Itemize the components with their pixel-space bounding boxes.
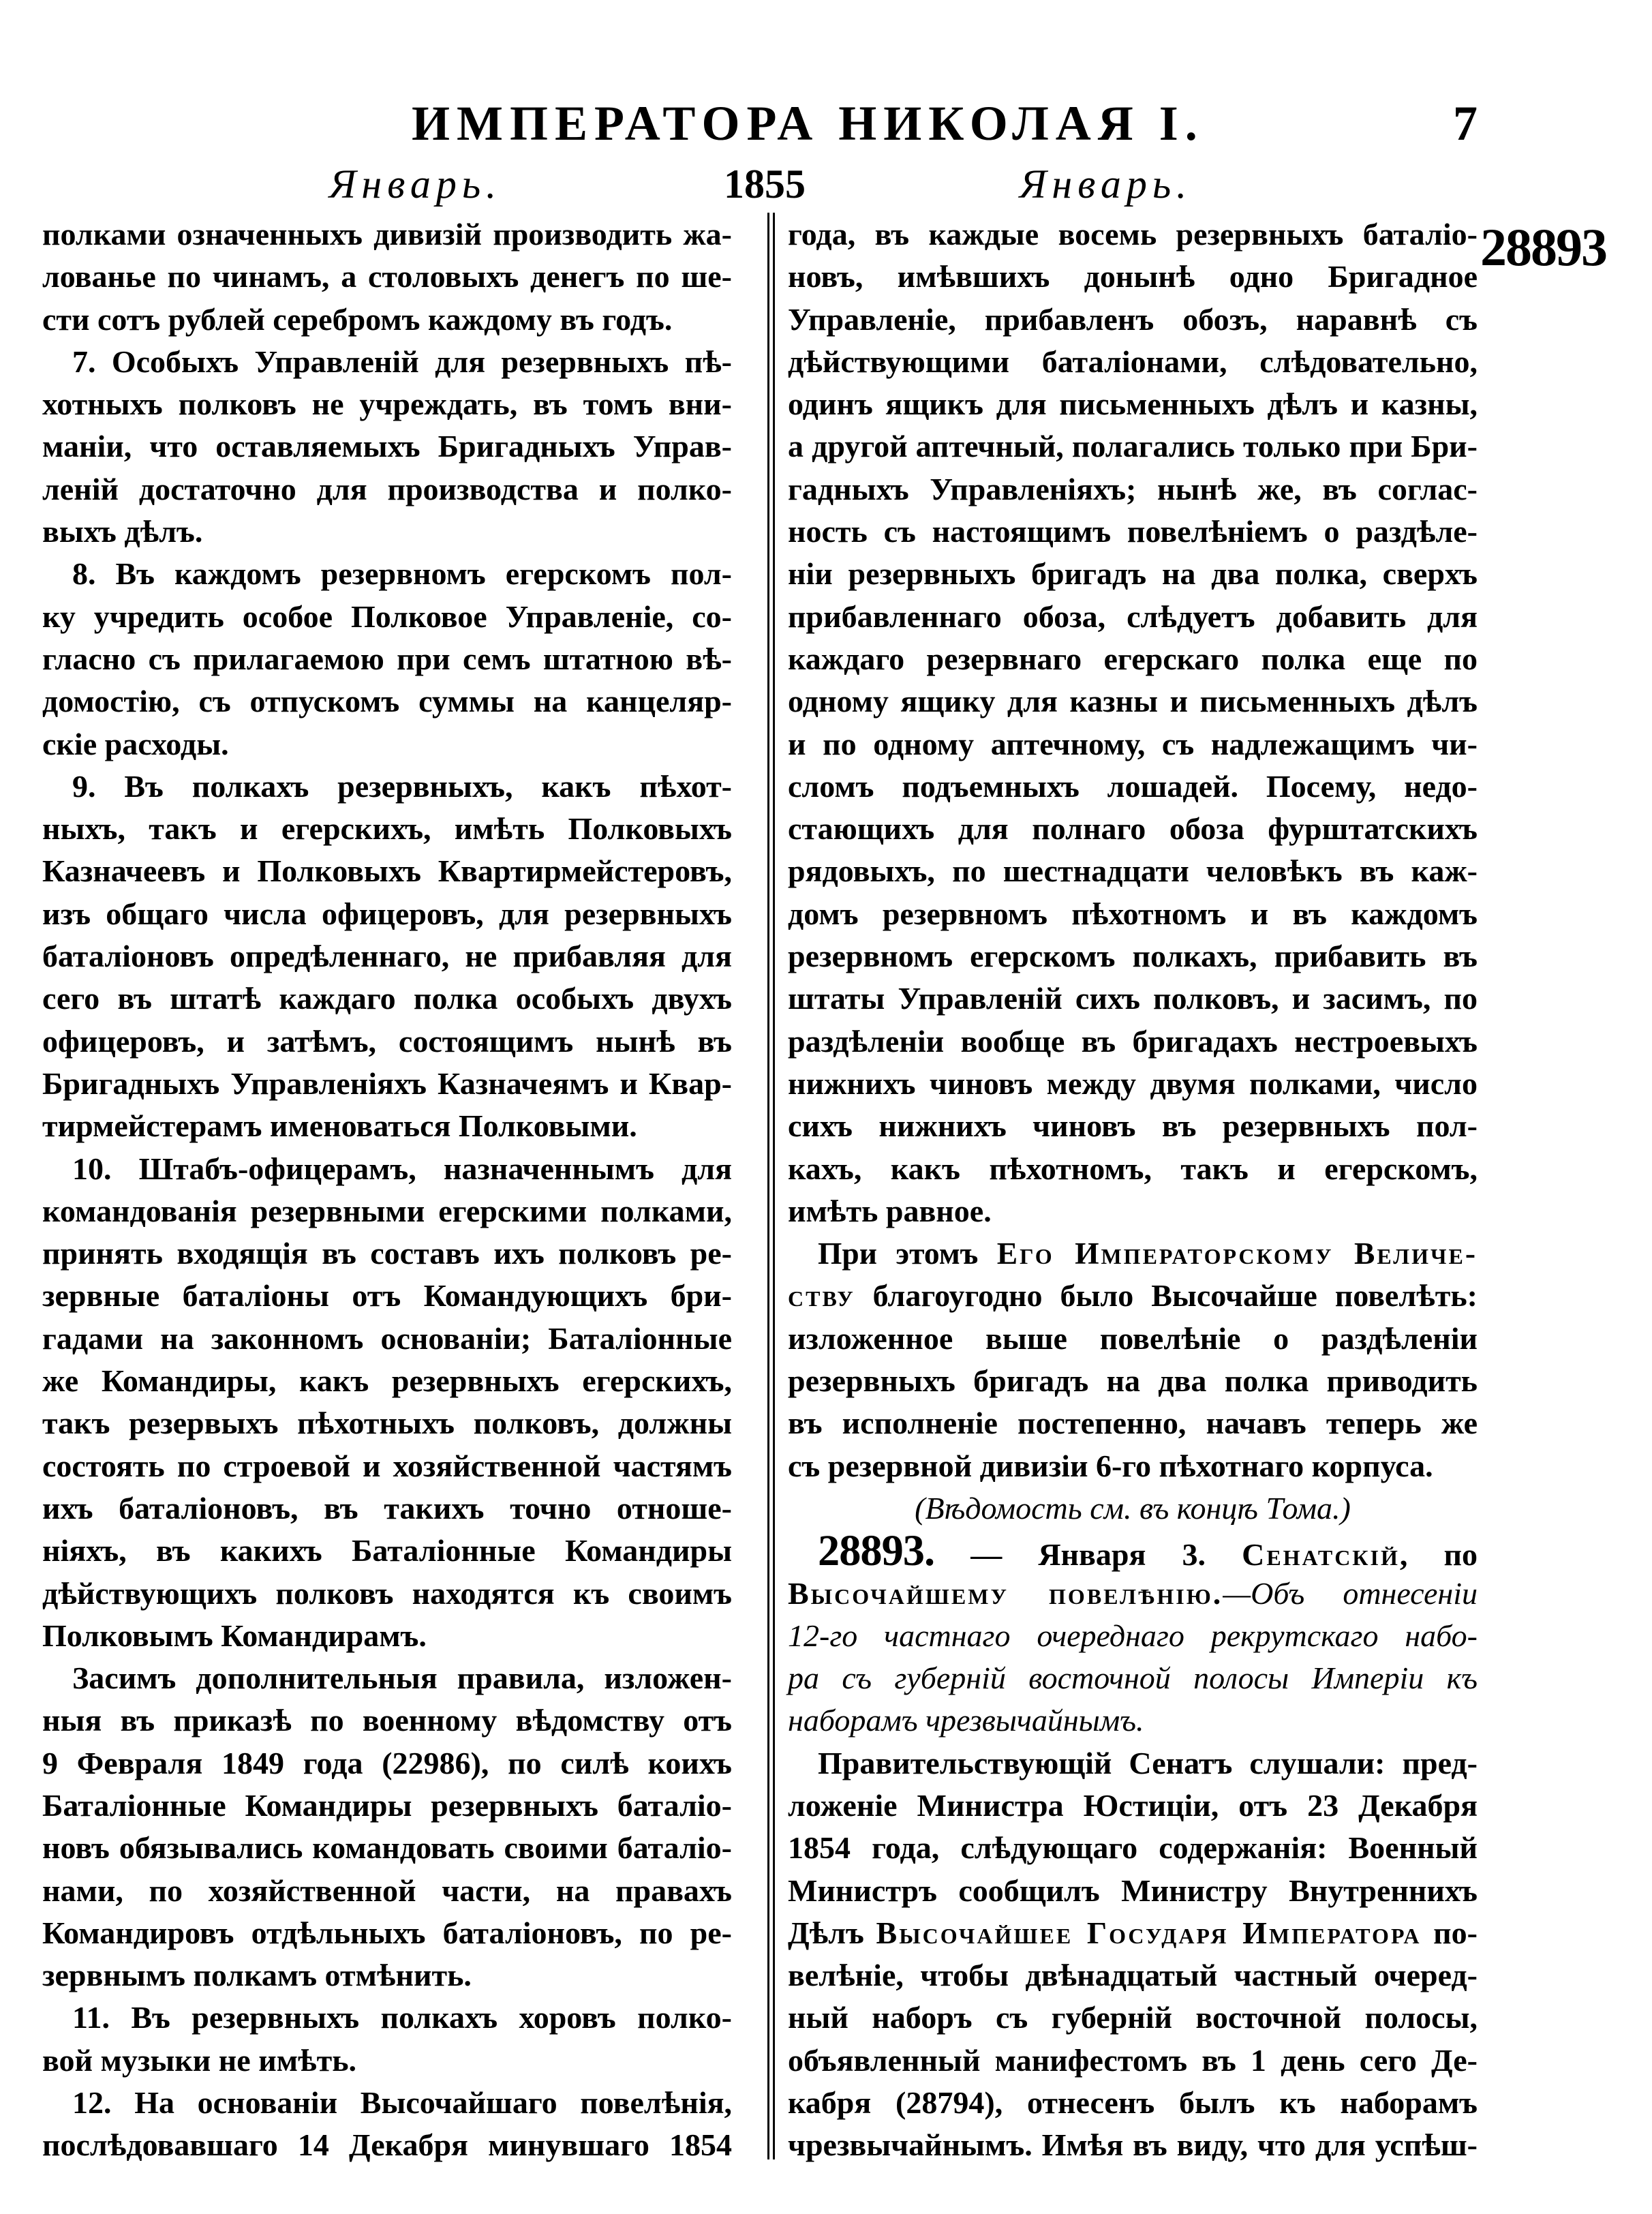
text-segment: сти сотъ рублей серебромъ каждому въ годъ.	[42, 301, 673, 337]
text-segment: Командировъ отдѣльныхъ баталіоновъ, по ре-	[42, 1915, 732, 1950]
text-line	[788, 341, 1478, 383]
text-line	[788, 1615, 1478, 1657]
text-segment: новъ обязывались командовать своими баталіо-	[42, 1830, 732, 1866]
month-right: Январь.	[1020, 162, 1193, 207]
text-segment: имѣть равное.	[788, 1193, 992, 1228]
text-segment: полками означенныхъ дивизій производить жа-	[42, 217, 732, 252]
text-segment: зервнымъ полкамъ отмѣнить.	[42, 1958, 472, 1993]
text-line	[788, 850, 1478, 892]
text-segment: прибавленнаго обоза, слѣдуетъ добавить для	[788, 598, 1478, 634]
text-line	[42, 553, 732, 595]
text-segment: Полковымъ Командирамъ.	[42, 1618, 427, 1653]
text-segment: каждаго резервнаго егерскаго полка еще по	[788, 641, 1478, 676]
running-title: ИМПЕРАТОРА НИКОЛАЯ I.	[412, 96, 1204, 151]
text-line	[42, 935, 732, 977]
text-line	[42, 1275, 732, 1317]
text-segment: ложеніе Министра Юстиціи, отъ 23 Декабря	[788, 1787, 1478, 1823]
text-line	[788, 2039, 1478, 2082]
text-line	[42, 765, 732, 808]
text-segment: одному ящику для казны и письменныхъ дѣлъ	[788, 684, 1478, 719]
text-line	[788, 1827, 1478, 1869]
text-line	[788, 1785, 1478, 1827]
text-line	[788, 1148, 1478, 1190]
text-segment: чрезвычайнымъ. Имѣя въ виду, что для успѣш-	[788, 2127, 1478, 2163]
text-line	[42, 1232, 732, 1275]
text-segment: Управленіе, прибавленъ обозъ, наравнѣ съ	[788, 301, 1478, 337]
text-line	[788, 1445, 1478, 1487]
text-segment: стающихъ для полнаго обоза фурштатскихъ	[788, 811, 1478, 847]
text-line	[788, 893, 1478, 935]
text-line	[788, 1742, 1478, 1785]
text-segment: 11. Въ резервныхъ полкахъ хоровъ полко-	[72, 2000, 732, 2035]
text-line	[788, 213, 1478, 256]
text-line	[788, 680, 1478, 723]
text-line	[788, 2082, 1478, 2124]
text-segment: а другой аптечный, полагались только при Бри-	[788, 429, 1478, 464]
text-segment: хотныхъ полковъ не учреждать, въ томъ вни-	[42, 386, 732, 422]
text-segment: ихъ баталіоновъ, въ такихъ точно отноше-	[42, 1490, 732, 1526]
text-segment: въ исполненіе постепенно, начавъ теперь же	[788, 1406, 1478, 1441]
text-line	[42, 2039, 732, 2082]
text-segment: гласно съ прилагаемою при семъ штатною вѣ-	[42, 641, 732, 676]
text-segment: 10. Штабъ-офицерамъ, назначеннымъ для	[72, 1151, 732, 1186]
text-line	[42, 1105, 732, 1147]
text-line	[788, 1912, 1478, 1954]
text-segment: съ резервной дивизіи 6-го пѣхотнаго корпуса.	[788, 1448, 1433, 1483]
text-segment: принять входящія въ составъ ихъ полковъ ре-	[42, 1236, 732, 1271]
text-segment: маніи, что оставляемыхъ Бригадныхъ Управ-	[42, 429, 732, 464]
text-segment: ству	[788, 1278, 855, 1314]
text-segment: тирмейстерамъ именоваться Полковыми.	[42, 1108, 637, 1144]
text-segment: же Командиры, какъ резервныхъ егерскихъ,	[42, 1363, 732, 1399]
text-segment: домостію, съ отпускомъ суммы на канцеляр-	[42, 684, 732, 719]
text-line	[788, 1657, 1478, 1699]
text-line	[788, 765, 1478, 808]
text-segment: Высочайшему повелѣнію.	[788, 1575, 1223, 1611]
text-segment: сихъ нижнихъ чиновъ въ резервныхъ пол-	[788, 1108, 1478, 1144]
text-line	[788, 977, 1478, 1020]
text-segment: 8. Въ каждомъ резервномъ егерскомъ пол-	[72, 556, 732, 592]
text-segment: ныхъ, такъ и егерскихъ, имѣть Полковыхъ	[42, 811, 732, 847]
text-segment: 1854 года, слѣдующаго содержанія: Военный	[788, 1830, 1478, 1866]
year: 1855	[724, 162, 806, 207]
text-line	[788, 468, 1478, 511]
month-left: Январь.	[329, 162, 502, 207]
text-segment: 12-го частнаго очереднаго рекрутскаго набо-	[788, 1618, 1478, 1653]
text-segment: кахъ, какъ пѣхотномъ, такъ и егерскомъ,	[788, 1151, 1478, 1186]
text-line	[42, 2082, 732, 2124]
text-segment: наборамъ чрезвычайнымъ.	[788, 1703, 1144, 1738]
text-segment: благоугодно было Высочайше повелѣть:	[855, 1278, 1478, 1314]
text-segment: гадныхъ Управленіяхъ; нынѣ же, въ соглас-	[788, 471, 1478, 506]
text-line	[788, 1954, 1478, 1997]
text-segment: Правительствующій Сенатъ слушали: пред-	[818, 1745, 1478, 1780]
text-line	[42, 1530, 732, 1572]
text-line	[788, 1063, 1478, 1105]
text-line	[42, 1190, 732, 1232]
text-line	[788, 935, 1478, 977]
text-line	[788, 299, 1478, 341]
text-line	[42, 425, 732, 468]
text-segment: ніяхъ, въ какихъ Баталіонные Командиры	[42, 1533, 732, 1568]
text-segment: Казначеевъ и Полковыхъ Квартирмейстеровъ,	[42, 853, 732, 889]
text-line	[42, 1954, 732, 1997]
text-line	[788, 1360, 1478, 1402]
text-segment: ность съ настоящимъ повелѣніемъ о раздѣле-	[788, 514, 1478, 549]
text-segment: — Января 3.	[934, 1537, 1242, 1573]
text-line	[788, 638, 1478, 680]
text-segment: по-	[1421, 1915, 1478, 1950]
text-line	[788, 1232, 1478, 1275]
text-line	[42, 213, 732, 256]
text-segment: Его Императорскому Величе-	[996, 1236, 1478, 1271]
text-segment: вой музыки не имѣть.	[42, 2042, 357, 2078]
text-segment: кабря (28794), отнесенъ былъ къ наборамъ	[788, 2085, 1478, 2121]
text-segment: При этомъ	[818, 1236, 997, 1271]
text-segment: изъ общаго числа офицеровъ, для резервныхъ	[42, 896, 732, 931]
text-segment: раздѣленіи вообще въ бригадахъ нестроевыхъ	[788, 1023, 1478, 1059]
text-segment: командованія резервными егерскими полками,	[42, 1193, 732, 1228]
text-segment: , по	[1399, 1537, 1478, 1573]
text-segment: Бригадныхъ Управленіяхъ Казначеямъ и Квар-	[42, 1065, 732, 1101]
text-line	[42, 638, 732, 680]
text-segment: изложенное выше повелѣніе о раздѣленіи	[788, 1320, 1478, 1356]
text-line	[788, 1275, 1478, 1317]
text-line	[788, 1870, 1478, 1912]
text-segment: 12. На основаніи Высочайшаго повелѣнія,	[72, 2085, 732, 2121]
text-line	[42, 850, 732, 892]
text-line	[42, 893, 732, 935]
text-segment: Засимъ дополнительныя правила, изложен-	[72, 1660, 732, 1696]
text-segment: 9. Въ полкахъ резервныхъ, какъ пѣхот-	[72, 768, 732, 804]
text-line	[788, 1190, 1478, 1232]
text-line	[42, 1573, 732, 1615]
text-segment: (Вѣдомость см. въ концѣ Тома.)	[915, 1490, 1351, 1526]
text-segment: такъ резервыхъ пѣхотныхъ полковъ, должны	[42, 1406, 732, 1441]
text-segment: гадами на законномъ основаніи; Баталіонные	[42, 1320, 732, 1356]
text-segment: выхъ дѣлъ.	[42, 514, 203, 549]
text-line	[42, 1615, 732, 1657]
text-segment: нами, по хозяйственной части, на правахъ	[42, 1872, 732, 1908]
column-divider	[773, 213, 775, 2159]
text-segment: зервные баталіоны отъ Командующихъ бри-	[42, 1278, 732, 1314]
text-segment: ра съ губерній восточной полосы Имперіи къ	[788, 1660, 1478, 1696]
text-line	[788, 808, 1478, 850]
text-line	[788, 1402, 1478, 1444]
text-line	[788, 425, 1478, 468]
text-segment: леній достаточно для производства и полко-	[42, 471, 732, 506]
text-line	[788, 723, 1478, 765]
text-segment: Министръ сообщилъ Министру Внутреннихъ	[788, 1872, 1478, 1908]
text-segment: ный наборъ съ губерній восточной полосы,	[788, 2000, 1478, 2035]
text-line	[788, 256, 1478, 298]
text-segment: 28893.	[818, 1526, 935, 1575]
text-line	[42, 1699, 732, 1742]
text-line	[42, 1445, 732, 1487]
text-line	[42, 468, 732, 511]
right-column	[788, 213, 1478, 2167]
text-line	[788, 383, 1478, 425]
text-segment: баталіоновъ опредѣленнаго, не прибавляя для	[42, 939, 732, 974]
text-segment: Баталіонные Командиры резервныхъ баталіо-	[42, 1787, 732, 1823]
text-line	[788, 1318, 1478, 1360]
text-line	[42, 256, 732, 298]
text-line	[42, 723, 732, 765]
text-segment: ку учредить особое Полковое Управленіе, со-	[42, 598, 732, 634]
text-segment: дѣйствующихъ полковъ находятся къ своимъ	[42, 1575, 732, 1611]
text-segment: нижнихъ чиновъ между двумя полками, число	[788, 1065, 1478, 1101]
text-line	[42, 977, 732, 1020]
text-line	[42, 299, 732, 341]
text-segment: дѣйствующими баталіонами, слѣдовательно,	[788, 344, 1478, 379]
text-segment: домъ резервномъ пѣхотномъ и въ каждомъ	[788, 896, 1478, 931]
text-line	[42, 1020, 732, 1063]
text-segment: велѣніе, чтобы двѣнадцатый частный очеред-	[788, 1958, 1478, 1993]
text-line	[42, 1870, 732, 1912]
text-line	[42, 1827, 732, 1869]
text-segment: лованье по чинамъ, а столовыхъ денегъ по ше-	[42, 259, 732, 294]
text-line	[42, 383, 732, 425]
text-line	[42, 1402, 732, 1444]
text-line	[42, 1912, 732, 1954]
text-line	[788, 596, 1478, 638]
text-segment: сломъ подъемныхъ лошадей. Посему, недо-	[788, 768, 1478, 804]
text-segment: новъ, имѣвшихъ донынѣ одно Бригадное	[788, 259, 1478, 294]
text-segment: рядовыхъ, по шестнадцати человѣкъ въ каж-	[788, 853, 1478, 889]
text-line	[788, 553, 1478, 595]
text-line	[42, 1657, 732, 1699]
text-segment: и по одному аптечному, съ надлежащимъ чи-	[788, 726, 1478, 761]
margin-document-number: 28893	[1480, 217, 1606, 277]
text-segment: сего въ штатѣ каждаго полка особыхъ двухъ	[42, 981, 732, 1016]
text-segment: офицеровъ, и затѣмъ, состоящимъ нынѣ въ	[42, 1023, 732, 1059]
text-line	[42, 511, 732, 553]
text-segment: ныя въ приказѣ по военному вѣдомству отъ	[42, 1703, 732, 1738]
text-line	[788, 1573, 1478, 1615]
text-line	[788, 1997, 1478, 2039]
text-line	[42, 1063, 732, 1105]
text-segment: послѣдовавшаго 14 Декабря минувшаго 1854	[42, 2127, 732, 2163]
text-line	[42, 596, 732, 638]
text-line	[42, 1785, 732, 1827]
text-line	[42, 1487, 732, 1530]
text-line	[788, 1020, 1478, 1063]
text-segment: резервномъ егерскомъ полкахъ, прибавить въ	[788, 939, 1478, 974]
text-line	[42, 1148, 732, 1190]
text-segment: состоять по строевой и хозяйственной частямъ	[42, 1448, 732, 1483]
text-segment: штаты Управленій сихъ полковъ, и засимъ, по	[788, 981, 1478, 1016]
text-line	[788, 1105, 1478, 1147]
text-line	[42, 1318, 732, 1360]
text-segment: 9 Февраля 1849 года (22986), по силѣ коихъ	[42, 1745, 732, 1780]
text-line	[42, 341, 732, 383]
text-segment: Высочайшее Государя Императора	[876, 1915, 1422, 1950]
text-segment: ніи резервныхъ бригадъ на два полка, сверхъ	[788, 556, 1478, 592]
text-line	[42, 680, 732, 723]
text-line	[788, 2124, 1478, 2166]
text-segment: резервныхъ бригадъ на два полка приводить	[788, 1363, 1478, 1399]
text-line	[42, 1997, 732, 2039]
text-segment: года, въ каждые восемь резервныхъ баталіо-	[788, 217, 1478, 252]
text-segment: Сенатскій	[1242, 1537, 1400, 1573]
text-line	[788, 1487, 1478, 1530]
text-line	[42, 1742, 732, 1785]
text-line	[42, 2124, 732, 2166]
column-divider	[767, 213, 769, 2159]
text-segment: объявленный манифестомъ въ 1 день сего Де-	[788, 2042, 1478, 2078]
text-line	[788, 1526, 1478, 1575]
page-number: 7	[1453, 96, 1478, 151]
text-line	[788, 511, 1478, 553]
text-segment: одинъ ящикъ для письменныхъ дѣлъ и казны,	[788, 386, 1478, 422]
text-line	[42, 808, 732, 850]
text-segment: Дѣлъ	[788, 1915, 876, 1950]
text-line	[788, 1699, 1478, 1742]
text-line	[42, 1360, 732, 1402]
text-segment: 7. Особыхъ Управленій для резервныхъ пѣ-	[72, 344, 732, 379]
text-segment: скіе расходы.	[42, 726, 229, 761]
text-segment: —Объ отнесеніи	[1223, 1575, 1478, 1611]
left-column	[42, 213, 732, 2167]
